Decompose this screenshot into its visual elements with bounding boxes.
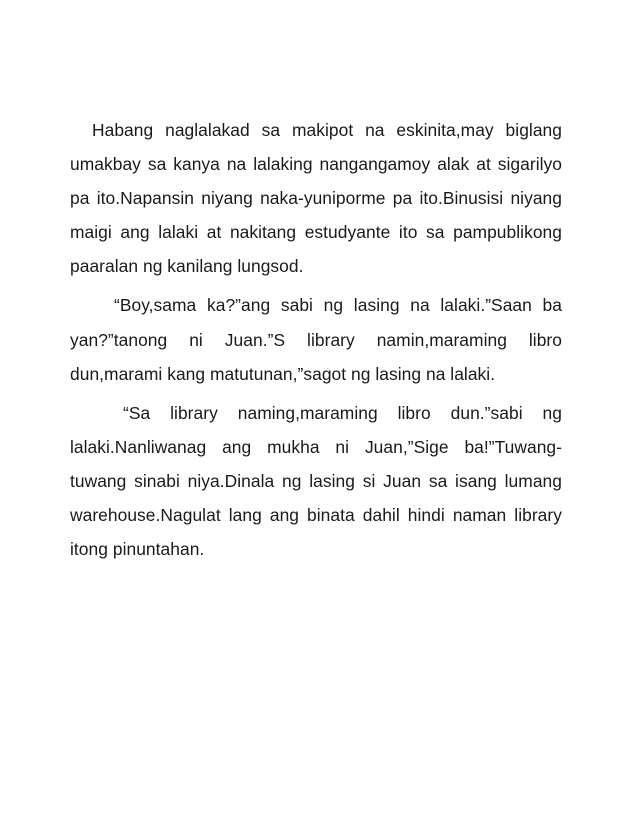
paragraph-3: “Sa library naming,maraming libro dun.”sabi ng lalaki.Nanliwanag ang mukha ni Juan,”Sige ba!”Tuwang-tuwang sinabi niya.Dinala ng lasing si Juan sa isang lumang warehouse.Nagulat lang ang binata dahil hindi naman library itong pinuntahan. <box>70 402 562 560</box>
paragraph-1: Habang naglalakad sa makipot na eskinita,may biglang umakbay sa kanya na lalaking nangangamoy alak at sigarilyo pa ito.Napansin niyang naka-yuniporme pa ito.Binusisi niyang maigi ang lalaki at nakitang estudyante ito sa pampublikong paaralan ng kanilang lungsod. <box>70 120 562 277</box>
story-text <box>70 113 562 571</box>
paragraph-2: “Boy,sama ka?”ang sabi ng lasing na lalaki.”Saan ba yan?”tanong ni Juan.”S library namin,maraming libro dun,marami kang matutunan,”sagot ng lasing na lalaki. <box>70 295 562 384</box>
